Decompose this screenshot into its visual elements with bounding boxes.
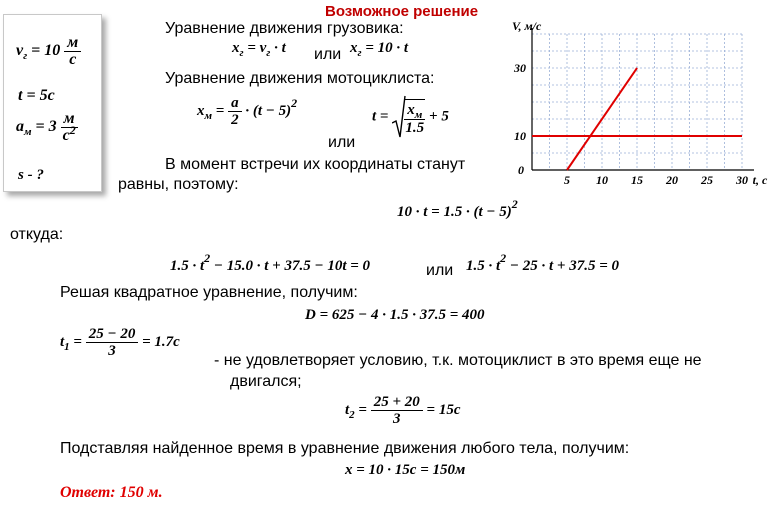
substitution-text: Подставляя найденное время в уравнение движения любого тела, получим:: [60, 440, 630, 457]
truck-equation-label: Уравнение движения грузовика:: [165, 20, 404, 37]
coordinate-result: x = 10 · 15с = 150м: [345, 462, 466, 478]
whence-label: откуда:: [10, 226, 64, 243]
time-from-moto-equation: t = $\frac{x_м}{1.5}$ + 5: [372, 95, 449, 139]
t1-comment-line2: двигался;: [230, 373, 302, 390]
velocity-time-chart: [495, 22, 777, 197]
root-t2: $t_2$ = $\frac{25 + 20}{3}$ = 15с: [345, 394, 461, 427]
truck-equation-numeric: $x_г = 10 \cdot t$: [350, 40, 409, 59]
meeting-equation: $10 \cdot t = 1.5 \cdot (t - 5)^2$: [397, 197, 518, 220]
y-tick-label: 30: [514, 61, 526, 75]
acceleration-unit: $\frac{м}{с^2}$: [62, 110, 76, 144]
t1-comment-line1: - не удовлетворяет условию, т.к. мотоциклист в это время еще не: [214, 352, 702, 369]
solve-text: Решая квадратное уравнение, получим:: [60, 284, 358, 301]
meeting-text-line1: В момент встречи их координаты станут: [165, 156, 466, 173]
square-root: $\frac{x_м}{1.5}$: [392, 95, 425, 139]
x-tick-label: 25: [701, 173, 713, 187]
quadratic-expanded: $1.5 \cdot t^2 - 15.0 \cdot t + 37.5 - 10t = 0$: [170, 251, 371, 274]
answer: Ответ: 150 м.: [60, 484, 163, 501]
or-label-2: или: [328, 134, 356, 151]
x-tick-label: 20: [666, 173, 678, 187]
x-tick-label: 10: [596, 173, 608, 187]
root-t1: $t_1$ = $\frac{25 - 20}{3}$ = 1.7с: [60, 326, 180, 359]
moto-fraction: $\frac{a}{2}$: [228, 95, 242, 128]
meeting-text-line2: равны, поэтому:: [118, 176, 239, 193]
moto-equation-label: Уравнение движения мотоциклиста:: [165, 70, 435, 87]
x-tick-label: 30: [736, 173, 748, 187]
x-tick-label: 15: [631, 173, 643, 187]
or-label-3: или: [426, 262, 454, 279]
page-title: Возможное решение: [325, 3, 479, 20]
y-tick-label: 10: [514, 129, 526, 143]
given-unknown: s - ?: [18, 167, 44, 183]
discriminant: D = 625 − 4 · 1.5 · 37.5 = 400: [305, 307, 485, 323]
given-velocity: $v_г = 10$ $\frac{м}{с}$: [16, 35, 81, 68]
moto-equation: $x_м$ = $\frac{a}{2}$ · $(t - 5)^2$: [197, 95, 298, 128]
x-tick-label: 5: [564, 173, 570, 187]
or-label-1: или: [314, 46, 342, 63]
origin-label: 0: [518, 163, 524, 177]
truck-equation-general: $x_г = v_г \cdot t$: [232, 40, 286, 59]
velocity-unit: $\frac{м}{с}$: [64, 35, 81, 68]
y-axis-label: V, м/с: [512, 22, 542, 33]
quadratic-simplified: $1.5 \cdot t^2 - 25 \cdot t + 37.5 = 0$: [466, 251, 620, 274]
t1-fraction: $\frac{25 - 20}{3}$: [86, 326, 139, 359]
given-acceleration: $a_м = 3$ $\frac{м}{с^2}$: [16, 110, 76, 144]
given-box: [3, 14, 102, 192]
t2-fraction: $\frac{25 + 20}{3}$: [371, 394, 423, 427]
x-axis-label: t, с: [752, 173, 768, 187]
given-time: t = 5с: [18, 87, 55, 104]
